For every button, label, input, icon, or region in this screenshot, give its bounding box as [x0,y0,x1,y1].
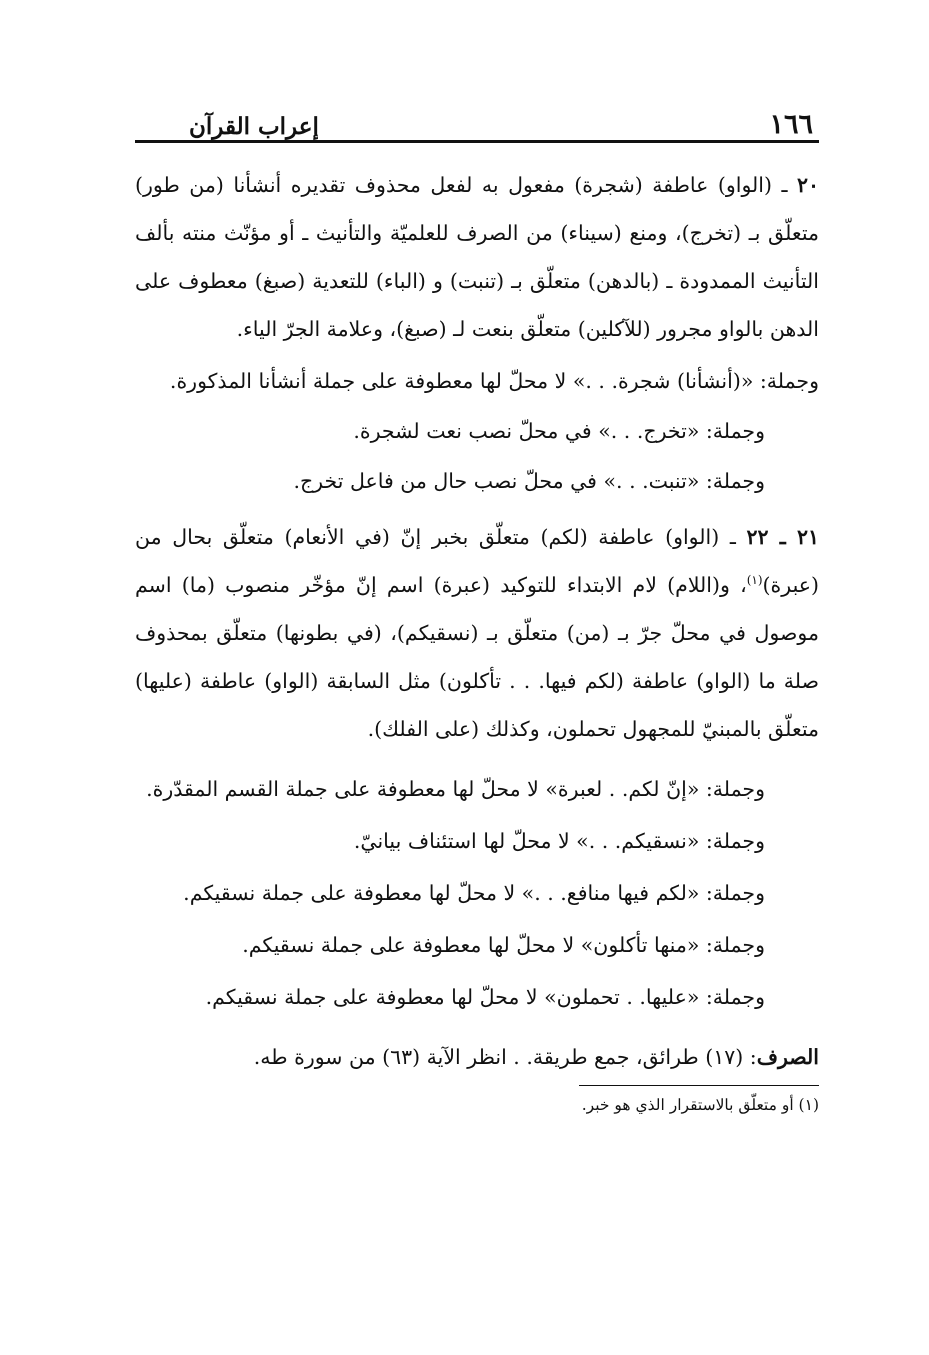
footnote-marker[interactable]: (١) [746,573,763,588]
sentence-line: وجملة: «عليها. . تحملون» لا محلّ لها معطوفة على جملة نسقيكم. [205,985,765,1009]
sentence-line: وجملة: «(أنشأنا) شجرة. . .» لا محلّ لها معطوفة على جملة أنشأنا المذكورة. [169,369,819,393]
page-header [135,85,819,143]
footnote: (١) أو متعلّق بالاستقرار الذي هو خبر. [581,1096,819,1114]
sarf-paragraph [135,1035,819,1079]
sentence-line: وجملة: «تخرج. . .» في محلّ نصب نعت لشجرة. [353,419,765,443]
paragraph-verse-21-22 [135,513,819,753]
paragraph-21-22-text-b: ، و(اللام) لام الابتداء للتوكيد (عبرة) اسم إنّ مؤخّر منصوب (ما) اسم موصول في محلّ جرّ بـ (من) متعلّق بـ (نسقيكم)، (في بطونها) متعلّق بمحذوف صلة ما (الواو) عاطفة (لكم فيها. . . تأكلون) مثل السابقة (الواو) عاطفة (عليها) متعلّق بالمبنيّ للمجهول تحملون، وكذلك (على الفلك). [135,573,819,741]
sentence-list-20 [135,357,819,505]
sarf-text: : (١٧) طرائق، جمع طريقة. . انظر الآية (٦٣) من سورة طه. [253,1045,757,1069]
page-title: إعراب القرآن [189,113,319,140]
paragraph-21-22-text-a: ـ (الواو) عاطفة (لكم) متعلّق بخبر إنّ (في الأنعام) متعلّق بحال من (عبرة) [135,525,819,597]
sentence-line: وجملة: «إنّ لكم. . لعبرة» لا محلّ لها معطوفة على جملة القسم المقدّرة. [146,777,765,801]
paragraph-verse-20 [135,161,819,353]
sentence-line: وجملة: «منها تأكلون» لا محلّ لها معطوفة على جملة نسقيكم. [242,933,765,957]
sentence-line: وجملة: «نسقيكم. . .» لا محلّ لها استئناف بيانيّ. [353,829,765,853]
sentence-line: وجملة: «لكم فيها منافع. . .» لا محلّ لها معطوفة على جملة نسقيكم. [183,881,765,905]
verse-number-20: ٢٠ [796,173,819,197]
sentence-line: وجملة: «تنبت. . .» في محلّ نصب حال من فاعل تخرج. [293,469,765,493]
sentence-list-21-22 [135,765,819,1021]
sarf-label: الصرف [756,1045,819,1069]
page-number: ١٦٦ [769,109,813,140]
book-page [135,85,819,1325]
verse-number-21-22: ٢١ ـ ٢٢ [746,525,820,549]
paragraph-20-text: ـ (الواو) عاطفة (شجرة) مفعول به لفعل محذوف تقديره أنشأنا (من طور) متعلّق بـ (تخرج)، ومنع (سيناء) من الصرف للعلميّة والتأنيث ـ أو مؤنّث منته بألف التأنيث الممدودة ـ (بالدهن) متعلّق بـ (تنبت) و (الباء) للتعدية (صبغ) معطوف على الدهن بالواو مجرور (للآكلين) متعلّق بنعت لـ (صبغ)، وعلامة الجرّ الياء. [135,173,819,341]
